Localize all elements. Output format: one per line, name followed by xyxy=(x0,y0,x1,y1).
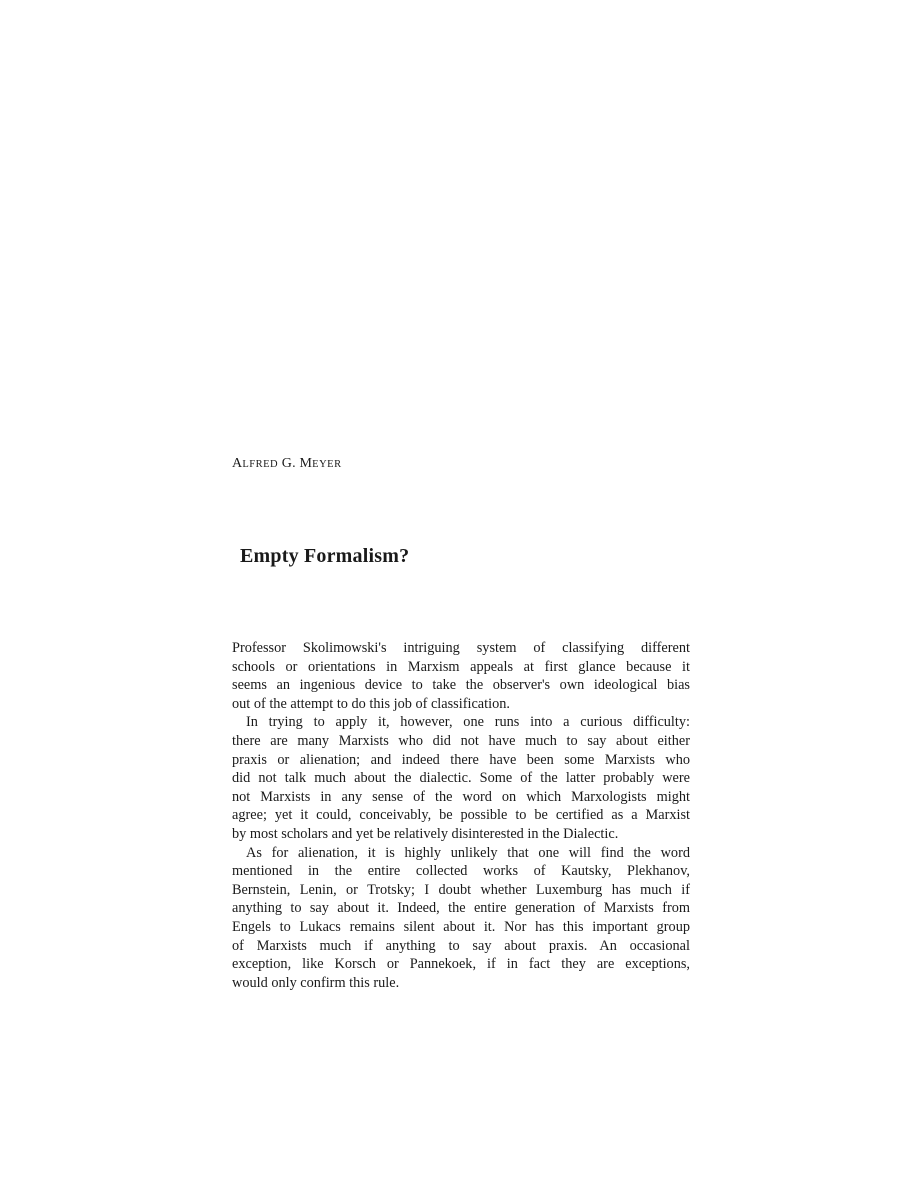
text-line: schools or orientations in Marxism appeals at first glance because it xyxy=(232,658,690,675)
text-line: of Marxists much if anything to say about praxis. An occasional xyxy=(232,937,690,954)
author-last-initial: M xyxy=(299,456,313,471)
author-name xyxy=(232,456,342,472)
article-title: Empty Formalism? xyxy=(240,545,410,567)
text-line: praxis or alienation; and indeed there have been some Marxists who xyxy=(232,751,690,768)
paragraph-3 xyxy=(232,844,690,993)
paragraph-1 xyxy=(232,639,690,713)
text-line: exception, like Korsch or Pannekoek, if in fact they are exceptions, xyxy=(232,956,690,973)
text-line: anything to say about it. Indeed, the entire generation of Marxists from xyxy=(232,900,690,917)
author-last-rest: EYER xyxy=(312,459,342,470)
text-line: In trying to apply it, however, one runs into a curious difficulty: xyxy=(246,714,690,731)
text-line: by most scholars and yet be relatively disinterested in the Dialectic. xyxy=(232,825,619,842)
text-line: As for alienation, it is highly unlikely that one will find the word xyxy=(246,844,690,861)
author-first-rest: LFRED xyxy=(242,459,279,470)
text-line: did not talk much about the dialectic. Some of the latter probably were xyxy=(232,770,690,787)
text-line: there are many Marxists who did not have much to say about either xyxy=(232,732,690,749)
text-line: mentioned in the entire collected works of Kautsky, Plekhanov, xyxy=(232,863,690,880)
text-line: not Marxists in any sense of the word on which Marxologists might xyxy=(232,788,690,805)
text-line: agree; yet it could, conceivably, be possible to be certified as a Marxist xyxy=(232,807,690,824)
text-line: Professor Skolimowski's intriguing system of classifying different xyxy=(232,640,690,656)
text-line: Bernstein, Lenin, or Trotsky; I doubt whether Luxemburg has much if xyxy=(232,881,690,898)
text-line: Engels to Lukacs remains silent about it. Nor has this important group xyxy=(232,918,690,935)
text-line: would only confirm this rule. xyxy=(232,974,400,991)
author-middle-initial: G. xyxy=(281,456,296,471)
author-first-initial: A xyxy=(232,456,243,471)
text-line: seems an ingenious device to take the observer's own ideological bias xyxy=(232,677,690,694)
article-body xyxy=(232,639,690,992)
paragraph-2 xyxy=(232,713,690,843)
text-line: out of the attempt to do this job of classification. xyxy=(232,695,510,712)
